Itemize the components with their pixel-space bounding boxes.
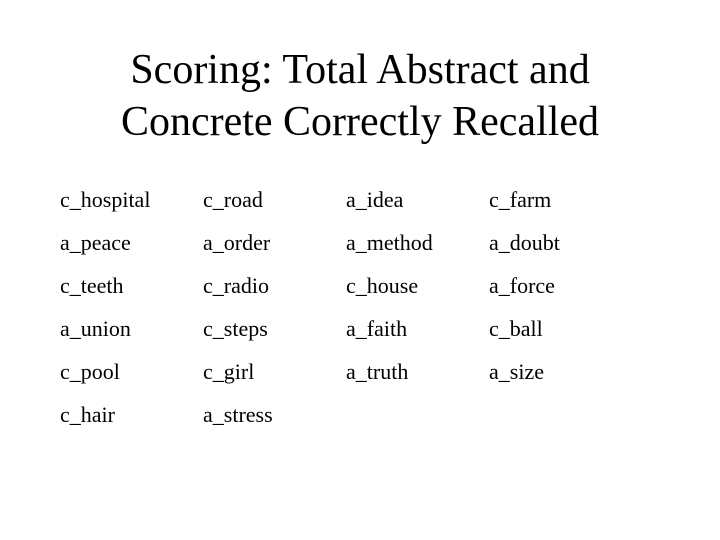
word-cell: c_house	[346, 273, 419, 298]
word-cell: a_size	[489, 359, 544, 384]
title-line-2: Concrete Correctly Recalled	[120, 99, 600, 145]
word-cell: c_hospital	[60, 187, 151, 212]
word-cell	[489, 398, 632, 441]
word-cell: a_order	[203, 230, 271, 255]
word-cell: a_method	[346, 230, 433, 255]
word-cell: c_ball	[489, 316, 543, 341]
word-cell: a_stress	[203, 402, 273, 427]
word-cell: a_idea	[346, 187, 404, 212]
word-cell: a_force	[489, 273, 555, 298]
word-cell: a_truth	[346, 359, 409, 384]
word-cell: c_farm	[489, 187, 552, 212]
word-cell: a_faith	[346, 316, 408, 341]
slide-title	[0, 44, 720, 148]
word-cell: c_steps	[203, 316, 268, 341]
word-grid	[60, 183, 632, 441]
word-cell: c_radio	[203, 273, 269, 298]
word-cell: c_girl	[203, 359, 255, 384]
word-cell: c_hair	[60, 402, 115, 427]
word-cell: c_pool	[60, 359, 120, 384]
word-cell: a_doubt	[489, 230, 560, 255]
word-cell	[346, 398, 489, 441]
word-cell: c_teeth	[60, 273, 124, 298]
word-cell: c_road	[203, 187, 263, 212]
word-cell: a_peace	[60, 230, 131, 255]
word-cell: a_union	[60, 316, 131, 341]
title-line-1: Scoring: Total Abstract and	[130, 47, 590, 93]
